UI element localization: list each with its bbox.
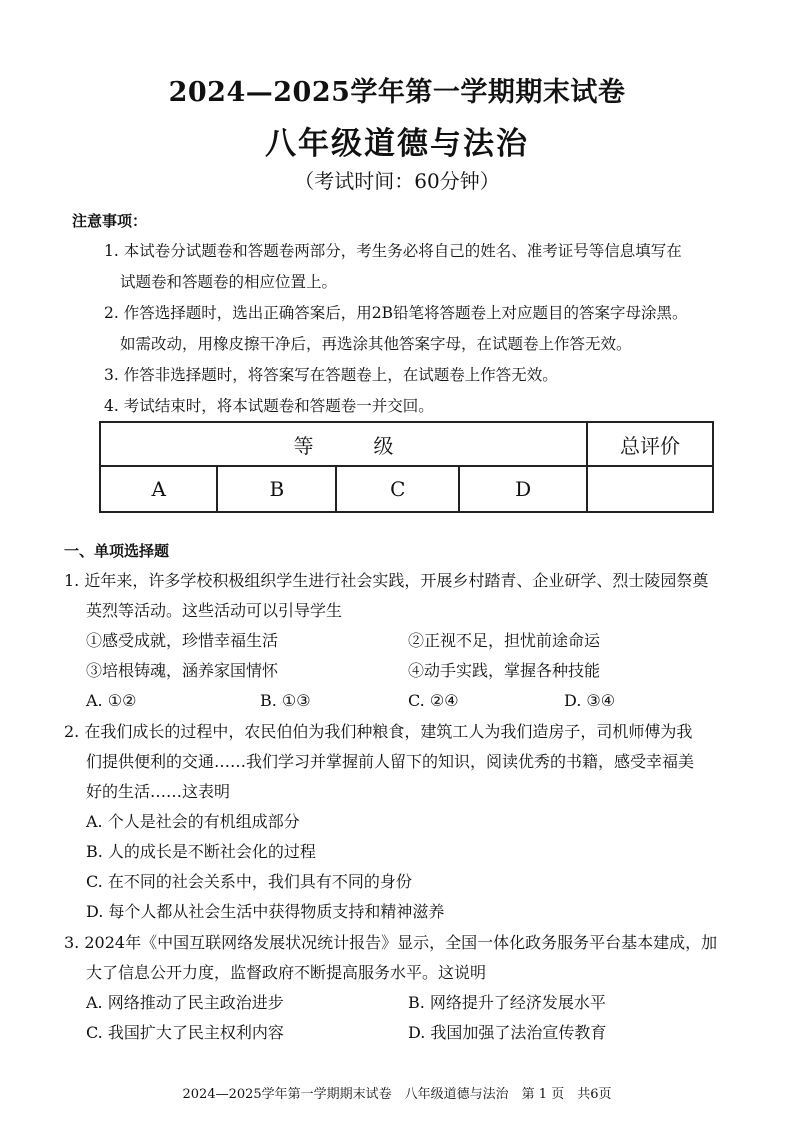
q1-statement-3: ③培根铸魂，涵养家国情怀	[86, 661, 279, 680]
q1-statement-4: ④动手实践，掌握各种技能	[408, 661, 601, 680]
q1-option-d: D. ③④	[564, 691, 616, 710]
section-heading: 一、单项选择题	[64, 542, 170, 560]
q1-stem-line2: 英烈等活动。这些活动可以引导学生	[86, 601, 343, 620]
q1-statement-2: ②正视不足，担忧前途命运	[408, 631, 601, 650]
q1-stem-line1: 1. 近年来，许多学校积极组织学生进行社会实践，开展乡村踏青、企业研学、烈士陵园祭奠	[64, 571, 709, 590]
q3-option-a: A. 网络推动了民主政治进步	[86, 993, 284, 1012]
grade-cell-b: B	[217, 466, 336, 512]
grade-table	[99, 421, 714, 513]
q3-stem-line1: 3. 2024年《中国互联网络发展状况统计报告》显示，全国一体化政务服务平台基本建成，加	[64, 933, 718, 952]
notice-item-1: 1. 本试卷分试题卷和答题卷两部分，考生务必将自己的姓名、准考证号等信息填写在	[104, 242, 682, 260]
question-3	[64, 928, 744, 1048]
q2-option-d: D. 每个人都从社会生活中获得物质支持和精神滋养	[86, 902, 445, 921]
question-1	[64, 566, 744, 716]
q2-option-c: C. 在不同的社会关系中，我们具有不同的身份	[86, 872, 412, 891]
q1-statement-1: ①感受成就，珍惜幸福生活	[86, 631, 279, 650]
q2-stem-line2: 们提供便利的交通……我们学习并掌握前人留下的知识，阅读优秀的书籍，感受幸福美	[86, 752, 695, 771]
grade-cell-d: D	[459, 466, 587, 512]
grade-header: 等 级	[100, 422, 587, 466]
q1-option-b: B. ①③	[260, 691, 311, 710]
notice-list	[104, 236, 754, 422]
total-cell	[587, 466, 713, 512]
notice-item-2: 2. 作答选择题时，选出正确答案后，用2B铅笔将答题卷上对应题目的答案字母涂黑。	[104, 304, 688, 322]
notice-item-3: 3. 作答非选择题时，将答案写在答题卷上，在试题卷上作答无效。	[104, 366, 558, 384]
total-header: 总评价	[587, 422, 713, 466]
notice-item-2-cont: 如需改动，用橡皮擦干净后，再选涂其他答案字母，在试题卷上作答无效。	[120, 335, 632, 353]
grade-cell-a: A	[100, 466, 217, 512]
notice-item-1-cont: 试题卷和答题卷的相应位置上。	[120, 273, 338, 291]
q3-option-c: C. 我国扩大了民主权利内容	[86, 1023, 284, 1042]
q3-option-d: D. 我国加强了法治宣传教育	[408, 1023, 607, 1042]
q1-option-c: C. ②④	[408, 691, 459, 710]
subject-title: 八年级道德与法治	[265, 126, 529, 162]
q2-option-b: B. 人的成长是不断社会化的过程	[86, 842, 316, 861]
exam-time: （考试时间：60分钟）	[294, 169, 500, 193]
question-2	[64, 717, 744, 927]
q3-option-b: B. 网络提升了经济发展水平	[408, 993, 606, 1012]
notice-heading: 注意事项：	[72, 212, 148, 230]
notice-item-4: 4. 考试结束时，将本试题卷和答题卷一并交回。	[104, 397, 434, 415]
q2-option-a: A. 个人是社会的有机组成部分	[86, 812, 300, 831]
exam-title: 2024—2025学年第一学期期末试卷	[168, 77, 626, 108]
page-footer: 2024—2025学年第一学期期末试卷 八年级道德与法治 第 1 页 共6页	[182, 1087, 612, 1102]
q2-stem-line1: 2. 在我们成长的过程中，农民伯伯为我们种粮食，建筑工人为我们造房子，司机师傅为我	[64, 722, 693, 741]
q1-option-a: A. ①②	[86, 691, 137, 710]
q3-stem-line2: 大了信息公开力度，监督政府不断提高服务水平。这说明	[86, 963, 487, 982]
q2-stem-line3: 好的生活……这表明	[86, 782, 231, 801]
grade-cell-c: C	[336, 466, 459, 512]
